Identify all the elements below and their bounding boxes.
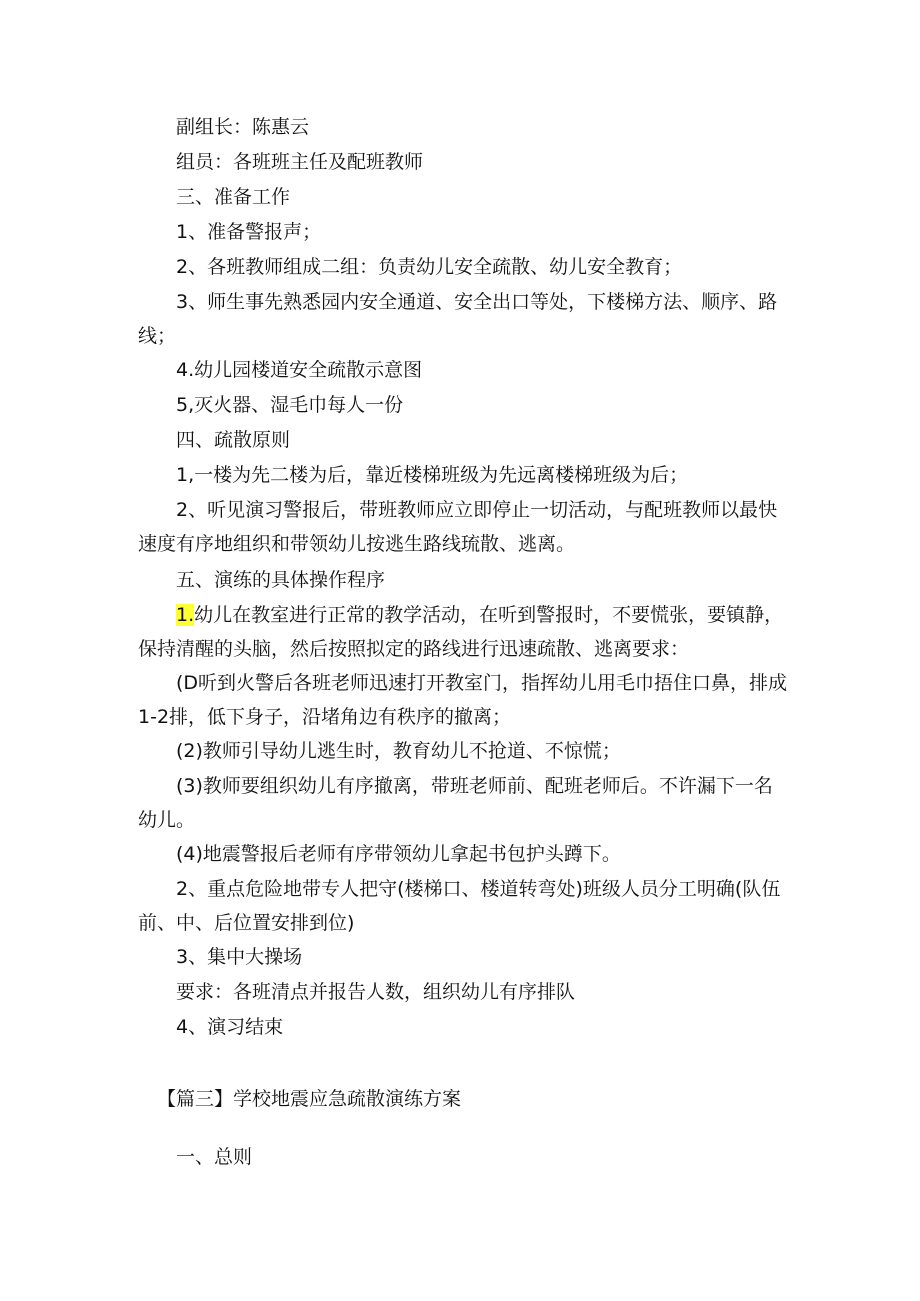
procedure-sub-item-4: (4)地震警报后老师有序带领幼儿拿起书包护头蹲下。 — [176, 843, 621, 865]
members-line: 组员：各班班主任及配班教师 — [176, 151, 424, 173]
procedure-item-3: 3、集中大操场 — [176, 946, 303, 968]
section-heading-principles: 四、疏散原则 — [176, 429, 291, 451]
procedure-sub-item-1: (D听到火警后各班老师迅速打开教室门，指挥幼儿用毛巾捂住口鼻，排成1-2排，低下身子，沿堵角边有秩序的撤离； — [138, 672, 788, 728]
section-heading-preparation: 三、准备工作 — [176, 186, 291, 208]
prep-item-3: 3、师生事先熟悉园内安全通道、安全出口等处，下楼梯方法、顺序、路线； — [138, 291, 778, 347]
deputy-leader-line: 副组长：陈惠云 — [176, 116, 310, 138]
section-heading-general: 一、总则 — [176, 1146, 253, 1168]
principle-item-2: 2、听见演习警报后，带班教师应立即停止一切活动，与配班教师以最快速度有序地组织和带领幼儿按逃生路线琉散、逃离。 — [138, 499, 778, 555]
procedure-item-2: 2、重点危险地带专人把守(楼梯口、楼道转弯处)班级人员分工明确(队伍前、中、后位置安排到位) — [138, 878, 781, 934]
prep-item-2: 2、各班教师组成二组：负责幼儿安全疏散、幼儿安全教育； — [176, 256, 683, 278]
chapter-title: 【篇三】学校地震应急疏散演练方案 — [157, 1088, 462, 1110]
principle-item-1: 1,一楼为先二楼为后，靠近楼梯班级为先远离楼梯班级为后； — [176, 464, 689, 486]
procedure-sub-item-2: (2)教师引导幼儿逃生时，教育幼儿不抢道、不惊慌； — [176, 740, 621, 762]
procedure-item-1 — [138, 598, 790, 666]
procedure-item-1-text: 幼儿在教室进行正常的教学活动，在听到警报时，不要慌张，要镇静，保持清醒的头脑，然后按照拟定的路线进行迅速疏散、逃离要求： — [138, 604, 784, 660]
procedure-requirement: 要求：各班清点并报告人数，组织幼儿有序排队 — [176, 981, 576, 1003]
procedure-item-4: 4、演习结束 — [176, 1016, 284, 1038]
section-heading-procedure: 五、演练的具体操作程序 — [176, 569, 386, 591]
prep-item-1: 1、准备警报声； — [176, 221, 322, 243]
prep-item-5: 5,灭火器、湿毛巾每人一份 — [176, 394, 404, 416]
highlighted-item-number: 1. — [176, 604, 195, 626]
procedure-sub-item-3: (3)教师要组织幼儿有序撤离，带班老师前、配班老师后。不许漏下一名幼儿。 — [138, 775, 773, 831]
prep-item-4: 4.幼儿园楼道安全疏散示意图 — [176, 359, 423, 381]
